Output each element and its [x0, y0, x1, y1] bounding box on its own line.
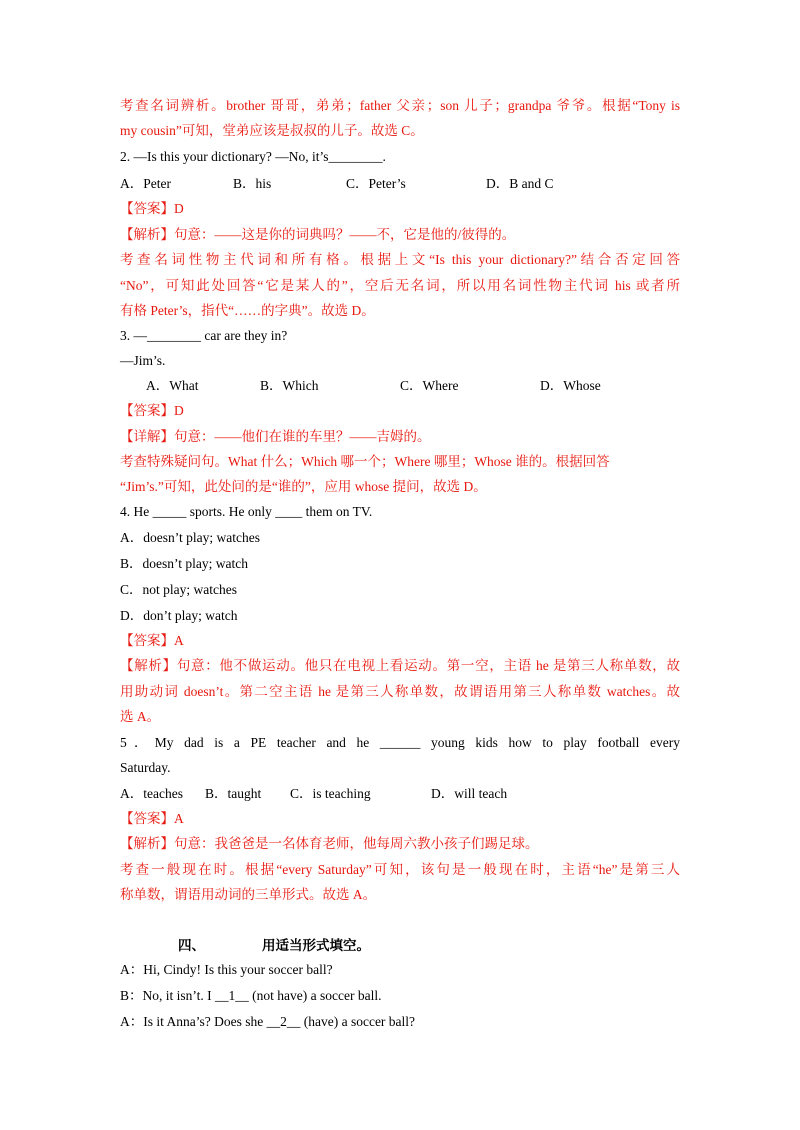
option-d: D．Whose	[540, 378, 601, 393]
question-stem: Saturday.	[120, 760, 171, 775]
speaker-label: A：	[120, 1014, 144, 1029]
dialogue-text: Hi, Cindy! Is this your soccer ball?	[143, 962, 333, 977]
question-stem: 4. He _____ sports. He only ____ them on TV.	[120, 504, 373, 519]
explanation-line: 【解析】句意：我爸爸是一名体育老师，他每周六教小孩子们踢足球。	[120, 836, 539, 851]
dialogue-text: (not have) a soccer ball.	[248, 988, 382, 1003]
explanation-line: “No”，可知此处回答“它是某人的”，空后无名词，所以用名词性物主代词 his 或者所	[120, 278, 680, 293]
dialogue-text: (have) a soccer ball?	[300, 1014, 416, 1029]
option-c: C．Where	[400, 378, 459, 393]
explanation-line: 【解析】句意：他不做运动。他只在电视上看运动。第一空，主语 he 是第三人称单数，故	[120, 658, 680, 673]
question-stem: 5．My dad is a PE teacher and he ______ young kids how to play football every	[120, 735, 680, 750]
option-d: D．will teach	[431, 786, 508, 801]
explanation-line: “Jim’s.”可知，此处问的是“谁的”，应用 whose 提问，故选 D。	[120, 479, 487, 494]
explanation-line: 考查特殊疑问句。What 什么；Which 哪一个；Where 哪里；Whose 谁的。根据回答	[120, 454, 610, 469]
explanation-line: 【解析】句意：——这是你的词典吗？——不，它是他的/彼得的。	[120, 227, 516, 242]
dialogue-line	[120, 987, 680, 1005]
answer-label: 【答案】D	[120, 403, 184, 418]
dialogue-line	[120, 961, 680, 979]
dialogue-line	[120, 1013, 680, 1031]
option-d: D．B and C	[486, 176, 554, 191]
answer-label: 【答案】A	[120, 811, 184, 826]
option-b: B．Which	[260, 378, 319, 393]
section-title: 用适当形式填空。	[262, 938, 370, 953]
option-c: C．not play; watches	[120, 582, 237, 597]
option-a: A．teaches	[120, 786, 183, 801]
explanation-line: 考查名词性物主代词和所有格。根据上文“Is this your dictionary?”结合否定回答	[120, 252, 680, 267]
question-stem: 3. —________ car are they in?	[120, 328, 288, 343]
speaker-label: A：	[120, 962, 144, 977]
answer-label: 【答案】D	[120, 201, 184, 216]
section-number: 四、	[178, 938, 205, 953]
explanation-line: 用助动词 doesn’t。第二空主语 he 是第三人称单数，故谓语用第三人称单数 watches。故	[120, 684, 680, 699]
option-c: C．Peter’s	[346, 176, 406, 191]
option-b: B．doesn’t play; watch	[120, 556, 248, 571]
answer-label: 【答案】A	[120, 633, 184, 648]
question-stem: 2. —Is this your dictionary? —No, it’s________.	[120, 149, 386, 164]
option-b: B．taught	[205, 786, 262, 801]
explanation-line: 【详解】句意：——他们在谁的车里？——吉姆的。	[120, 429, 431, 444]
option-a: A．doesn’t play; watches	[120, 530, 260, 545]
speaker-label: B：	[120, 988, 143, 1003]
dialogue-text: No, it isn’t. I	[142, 988, 216, 1003]
analysis-line: my cousin”可知，堂弟应该是叔叔的儿子。故选 C。	[120, 123, 424, 138]
option-a: A．What	[146, 378, 199, 393]
option-d: D．don’t play; watch	[120, 608, 238, 623]
explanation-line: 考查一般现在时。根据“every Saturday”可知，该句是一般现在时，主语“he”是第三人	[120, 862, 680, 877]
dialogue-text: Is it Anna’s? Does she	[143, 1014, 267, 1029]
option-a: A．Peter	[120, 176, 171, 191]
explanation-line: 有格 Peter’s，指代“……的字典”。故选 D。	[120, 303, 375, 318]
analysis-line: 考查名词辨析。brother 哥哥，弟弟；father 父亲；son 儿子；grandpa 爷爷。根据“Tony is	[120, 98, 680, 113]
blank-number: __1__	[215, 988, 249, 1003]
explanation-line: 选 A。	[120, 709, 161, 724]
option-c: C．is teaching	[290, 786, 371, 801]
blank-number: __2__	[266, 1014, 301, 1029]
question-reply: —Jim’s.	[120, 353, 166, 368]
option-b: B．his	[233, 176, 272, 191]
explanation-line: 称单数，谓语用动词的三单形式。故选 A。	[120, 887, 377, 902]
